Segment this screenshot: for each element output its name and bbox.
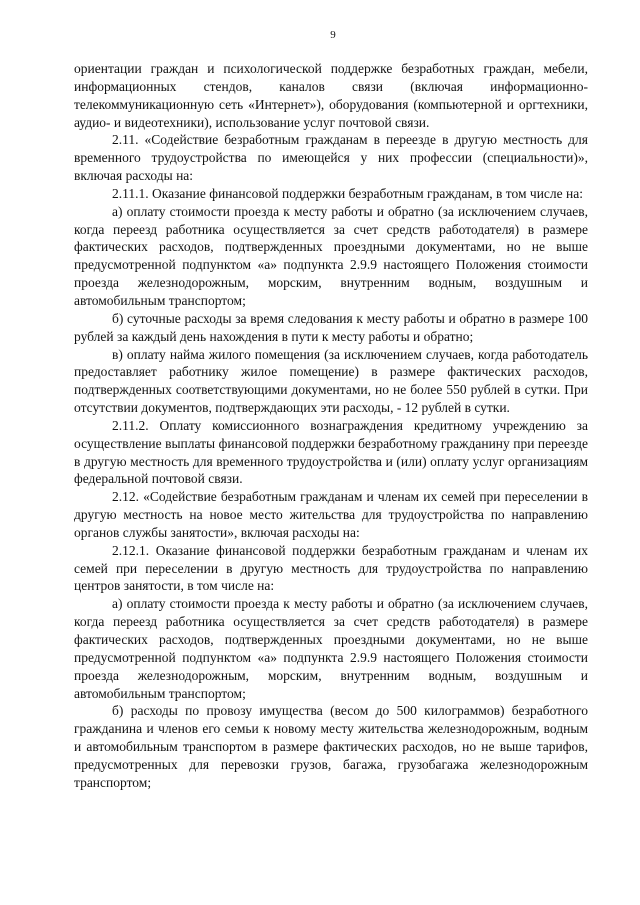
paragraph-2-11-2: 2.11.2. Оплату комиссионного вознаграждения кредитному учреждению за осуществление выплаты финансовой поддержки безработному гражданину при переезде в другую местность для временного трудоустройства и (или) оплату услуг организациям федеральной почтовой связи. [74,417,588,487]
paragraph-2-12-1-b: б) расходы по провозу имущества (весом до 500 килограммов) безработного гражданина и членов его семьи к новому месту жительства железнодорожным, водным и автомобильным транспортом в размере фактических расходов, но не выше тарифов, предусмотренных для перевозки грузов, багажа, грузобагажа железнодорожным транспортом; [74,703,588,790]
paragraph-2-11: 2.11. «Содействие безработным гражданам в переезде в другую местность для временного трудоустройства по имеющейся у них профессии (специальности)», включая расходы на: [74,132,588,184]
paragraph-2-12-1-a: а) оплату стоимости проезда к месту работы и обратно (за исключением случаев, когда переезд работника осуществляется за счет средств работодателя) в размере фактических расходов, подтвержденных проездными документами, но не выше предусмотренной подпунктом «а» подпункта 2.9.9 настоящего Положения стоимости проезда железнодорожным, морским, внутренним водным, воздушным и автомобильным транспортом; [74,596,588,701]
document-page [74,28,588,792]
paragraph-2-11-1-a: а) оплату стоимости проезда к месту работы и обратно (за исключением случаев, когда переезд работника осуществляется за счет средств работодателя) в размере фактических расходов, подтвержденных проездными документами, но не выше предусмотренной подпунктом «а» подпункта 2.9.9 настоящего Положения стоимости проезда железнодорожным, морским, внутренним водным, воздушным и автомобильным транспортом; [74,203,588,308]
paragraph-2-12-1: 2.12.1. Оказание финансовой поддержки безработным гражданам и членам их семей при переселении в другую местность для трудоустройства по направлению центров занятости, в том числе на: [74,542,588,594]
paragraph-2-12: 2.12. «Содействие безработным гражданам и членам их семей при переселении в другую местность на новое место жительства для трудоустройства по направлению органов службы занятости», включая расходы на: [74,489,588,540]
page-number: 9 [330,29,336,41]
paragraph-2-11-1: 2.11.1. Оказание финансовой поддержки безработным гражданам, в том числе на: [112,185,583,201]
paragraph-2-11-1-b: б) суточные расходы за время следования к месту работы и обратно в размере 100 рублей за каждый день нахождения в пути к месту работы и обратно; [74,310,588,344]
paragraph-continuation: ориентации граждан и психологической поддержке безработных граждан, мебели, информационных стендов, каналов связи (включая информационно-телекоммуникационную сеть «Интернет»), оборудования (компьютерной и оргтехники, аудио- и видеотехники), использование услуг почтовой связи. [74,61,588,130]
paragraph-2-11-1-v: в) оплату найма жилого помещения (за исключением случаев, когда работодатель предоставляет работнику жилое помещение) в размере фактических расходов, подтвержденных соответствующими документами, но не более 550 рублей в сутки. При отсутствии документов, подтверждающих эти расходы, - 12 рублей в сутки. [74,346,588,416]
